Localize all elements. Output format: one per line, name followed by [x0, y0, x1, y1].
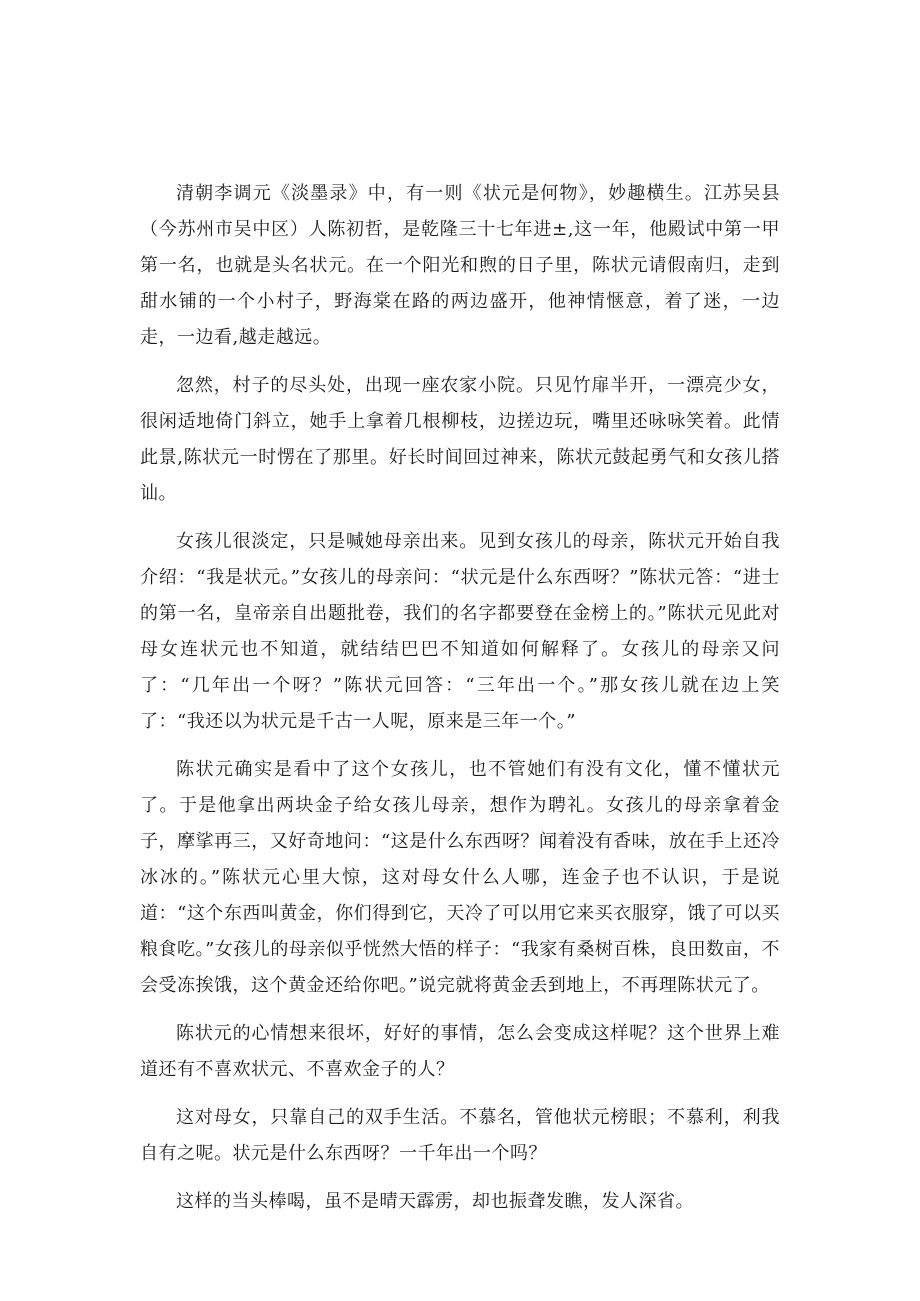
paragraph-3: 女孩儿很淡定，只是喊她母亲出来。见到女孩儿的母亲，陈状元开始自我介绍：“我是状元。”女孩儿的母亲问：“状元是什么东西呀？”陈状元答：“进士的第一名，皇帝亲自出题批卷，我们的名字都要登在金榜上的。”陈状元见此对母女连状元也不知道，就结结巴巴不知道如何解释了。女孩儿的母亲又问了：“几年出一个呀？”陈状元回答：“三年出一个。”那女孩儿就在边上笑了：“我还以为状元是千古一人呢，原来是三年一个。”	[140, 531, 780, 732]
article-body	[140, 176, 780, 1232]
paragraph-6: 这对母女，只靠自己的双手生活。不慕名，管他状元榜眼；不慕利，利我自有之呢。状元是什么东西呀？一千年出一个吗？	[140, 1107, 780, 1164]
paragraph-4: 陈状元确实是看中了这个女孩儿，也不管她们有没有文化，懂不懂状元了。于是他拿出两块金子给女孩儿母亲，想作为聘礼。女孩儿的母亲拿着金子，摩挲再三，又好奇地问：“这是什么东西呀？闻着没有香味，放在手上还冷冰冰的。”陈状元心里大惊，这对母女什么人哪，连金子也不认识，于是说道：“这个东西叫黄金，你们得到它，天冷了可以用它来买衣服穿，饿了可以买粮食吃。”女孩儿的母亲似乎恍然大悟的样子：“我家有桑树百株，良田数亩，不会受冻挨饿，这个黄金还给你吧。”说完就将黄金丢到地上，不再理陈状元了。	[140, 759, 780, 996]
paragraph-1: 清朝李调元《淡墨录》中，有一则《状元是何物》，妙趣横生。江苏吴县（今苏州市吴中区）人陈初哲，是乾隆三十七年进±,这一年，他殿试中第一甲第一名，也就是头名状元。在一个阳光和煦的日子里，陈状元请假南归，走到甜水铺的一个小村子，野海棠在路的两边盛开，他神情惬意，着了迷，一边走，一边看,越走越远。	[140, 183, 780, 348]
paragraph-7: 这样的当头棒喝，虽不是晴天霹雳，却也振聋发瞧，发人深省。	[176, 1191, 694, 1212]
paragraph-2: 忽然，村子的尽头处，出现一座农家小院。只见竹扉半开，一漂亮少女，很闲适地倚门斜立，她手上拿着几根柳枝，边搓边玩，嘴里还咏咏笑着。此情此景,陈状元一时愣在了那里。好长时间回过神来，陈状元鼓起勇气和女孩儿搭讪。	[140, 375, 780, 504]
paragraph-5: 陈状元的心情想来很坏，好好的事情，怎么会变成这样呢？这个世界上难道还有不喜欢状元、不喜欢金子的人？	[140, 1023, 780, 1080]
